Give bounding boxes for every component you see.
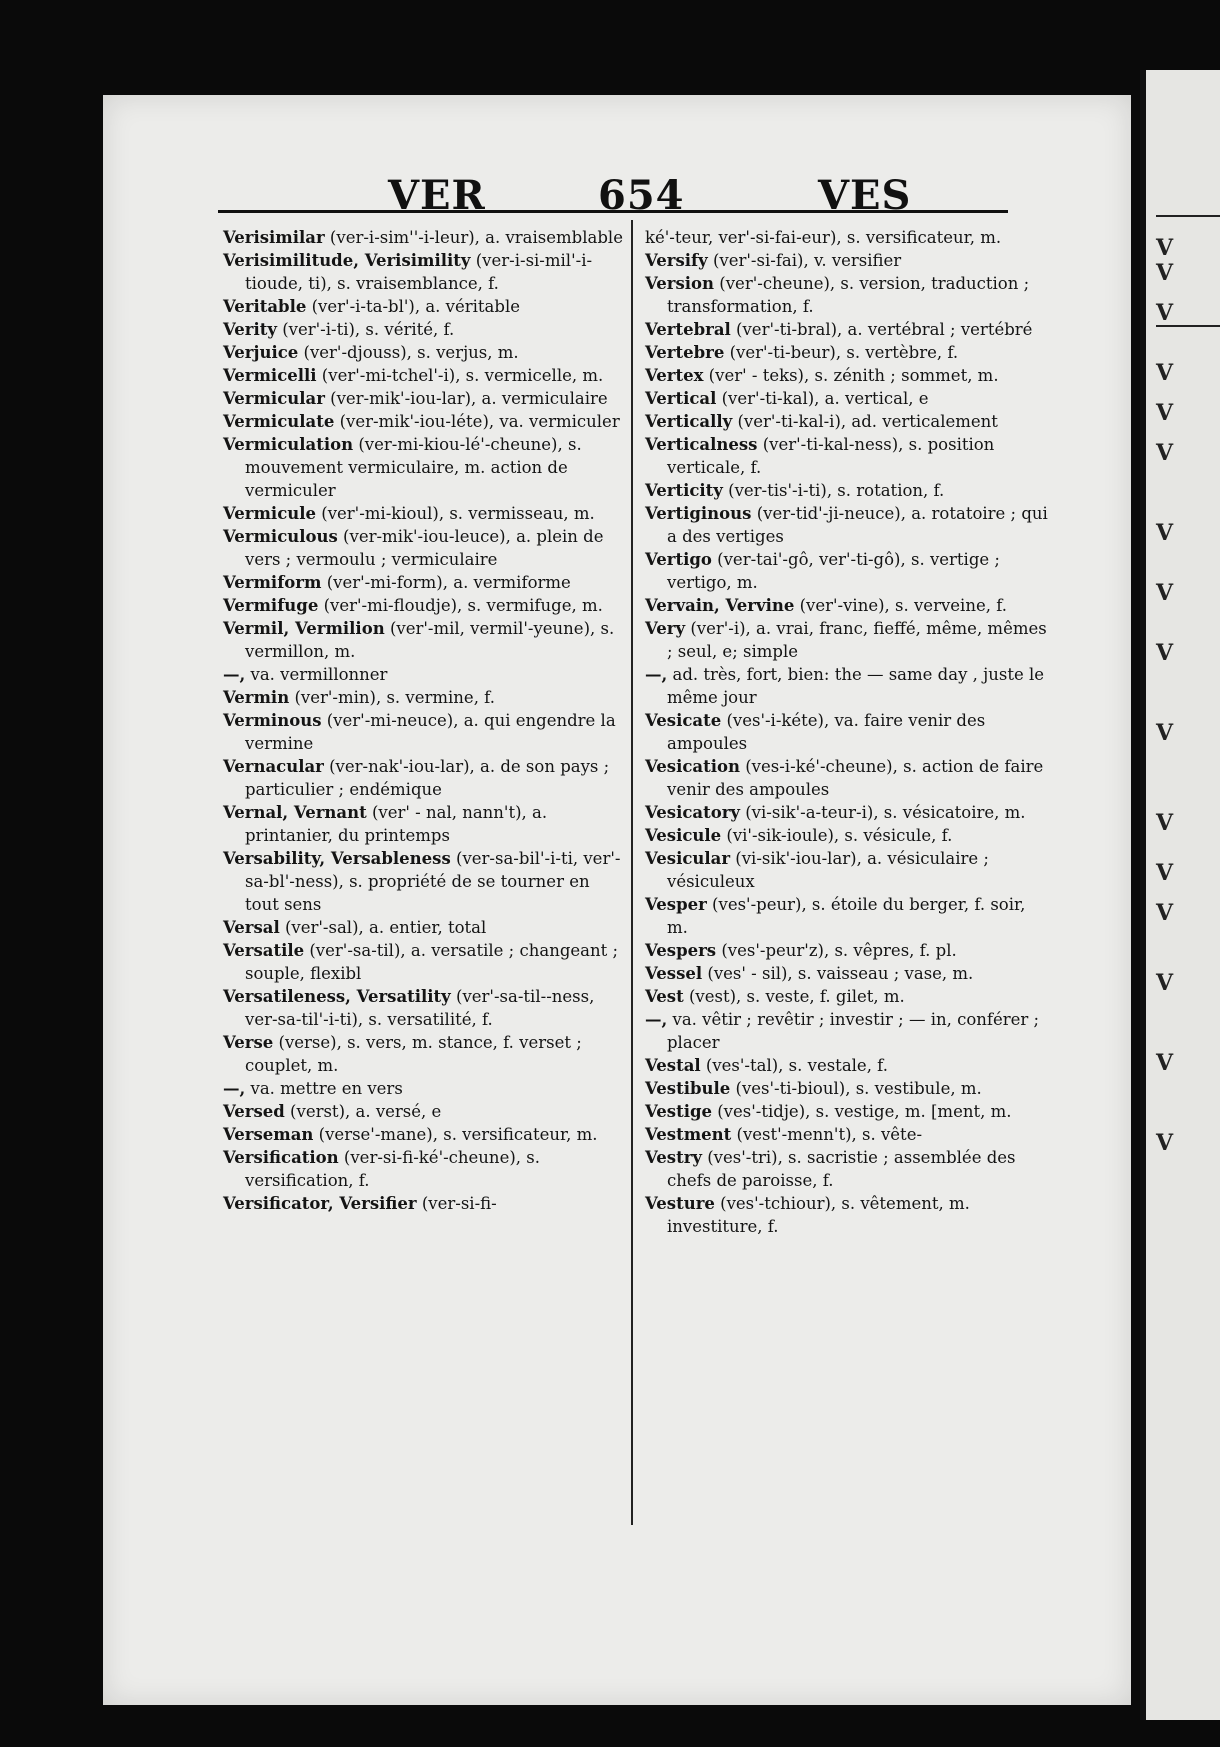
entry-definition: (ver'-min), s. vermine, f. <box>289 688 495 707</box>
entry-headword: Vertebre <box>645 343 725 362</box>
entry-headword: Vest <box>645 987 684 1006</box>
entry-headword: Vesicular <box>645 849 731 868</box>
dictionary-entry <box>223 939 628 985</box>
dictionary-entry <box>223 571 628 594</box>
entry-headword: Verse <box>223 1033 274 1052</box>
entry-headword: Versify <box>645 251 708 270</box>
entry-definition: (ver'-ti-kal-ness), s. position verticale, f. <box>667 435 995 477</box>
dictionary-entry <box>223 916 628 939</box>
dictionary-entry <box>223 985 628 1031</box>
entry-definition: (ver'-sa-til), a. versatile ; changeant ; souple, flexibl <box>245 941 619 983</box>
entry-definition: (verst), a. versé, e <box>284 1102 442 1121</box>
entry-definition: (ver'-mi-floudje), s. vermifuge, m. <box>318 596 603 615</box>
dictionary-entry <box>223 410 628 433</box>
dictionary-entry <box>223 1146 628 1192</box>
entry-headword: Vertigo <box>645 550 712 569</box>
entry-headword: Vernal, Vernant <box>223 803 367 822</box>
entry-definition: (ver-tai'-gô, ver'-ti-gô), s. vertige ; vertigo, m. <box>667 550 1000 592</box>
entry-definition: (ver'-i-ti), s. vérité, f. <box>276 320 455 339</box>
dictionary-entry <box>645 1054 1050 1077</box>
entry-definition: (ves-i-ké'-cheune), s. action de faire venir des ampoules <box>667 757 1044 799</box>
entry-definition: (ver'-cheune), s. version, traduction ; transformation, f. <box>667 274 1030 316</box>
dictionary-entry <box>645 755 1050 801</box>
adjacent-page-letter: V <box>1156 300 1174 326</box>
dictionary-entry <box>223 1031 628 1077</box>
entry-headword: Vermicular <box>223 389 325 408</box>
entry-headword: Verisimilar <box>223 228 325 247</box>
entry-definition: (ver'-ti-kal), a. vertical, e <box>716 389 929 408</box>
dictionary-entry <box>645 318 1050 341</box>
entry-definition: (verse'-mane), s. versificateur, m. <box>313 1125 598 1144</box>
entry-definition: (ver-mik'-iou-léte), va. vermiculer <box>334 412 620 431</box>
dictionary-entry <box>645 502 1050 548</box>
entry-definition: (vest), s. veste, f. gilet, m. <box>683 987 905 1006</box>
entry-headword: Versatile <box>223 941 305 960</box>
entry-definition: (ver'-djouss), s. verjus, m. <box>298 343 519 362</box>
entry-headword: —, <box>645 665 668 684</box>
adjacent-page-letter: V <box>1156 520 1174 546</box>
adjacent-page-letter: V <box>1156 860 1174 886</box>
adjacent-page-letter: V <box>1156 970 1174 996</box>
dictionary-entry <box>223 525 628 571</box>
entry-definition: (ver-mik'-iou-lar), a. vermiculaire <box>324 389 608 408</box>
dictionary-entry <box>223 364 628 387</box>
entry-definition: (ver' - nal, nann't), a. printanier, du printemps <box>245 803 548 845</box>
entry-definition: (ver'-sa-til--ness, ver-sa-til'-i-ti), s. versatilité, f. <box>245 987 595 1029</box>
entry-headword: Vermifuge <box>223 596 319 615</box>
dictionary-entry <box>645 1008 1050 1054</box>
dictionary-entry <box>645 1100 1050 1123</box>
entry-headword: Vestry <box>645 1148 702 1167</box>
adjacent-page-letter: V <box>1156 440 1174 466</box>
entry-headword: Vertically <box>645 412 733 431</box>
entry-definition: (ver'-mi-form), a. vermiforme <box>321 573 571 592</box>
dictionary-entry <box>645 1077 1050 1100</box>
dictionary-entry <box>645 617 1050 663</box>
entry-headword: Vesicate <box>645 711 722 730</box>
entry-headword: Verisimilitude, Verisimility <box>223 251 471 270</box>
entry-headword: Vesture <box>645 1194 715 1213</box>
entry-definition: (ver-mi-kiou-lé'-cheune), s. mouvement vermiculaire, m. action de vermiculer <box>245 435 582 500</box>
entry-headword: Versal <box>223 918 280 937</box>
dictionary-entry <box>223 1100 628 1123</box>
entry-headword: Vesication <box>645 757 740 776</box>
dictionary-entry <box>645 801 1050 824</box>
dictionary-entry <box>223 249 628 295</box>
entry-headword: Versed <box>223 1102 285 1121</box>
entry-definition: (ver-i-si-mil'-i-tioude, ti), s. vraisemblance, f. <box>245 251 593 293</box>
entry-headword: Very <box>645 619 686 638</box>
entry-definition: (ves'-tidje), s. vestige, m. [ment, m. <box>712 1102 1012 1121</box>
entry-headword: Vernacular <box>223 757 324 776</box>
dictionary-entry <box>223 617 628 663</box>
entry-headword: Vermil, Vermilion <box>223 619 385 638</box>
entry-headword: Vestment <box>645 1125 732 1144</box>
header-rule <box>218 210 1008 213</box>
entry-definition: (ver-nak'-iou-lar), a. de son pays ; particulier ; endémique <box>245 757 610 799</box>
entry-headword: Vermiculous <box>223 527 338 546</box>
entry-definition: (ver-i-sim''-i-leur), a. vraisemblable <box>324 228 623 247</box>
page-number: 654 <box>598 172 685 219</box>
entry-headword: Verticalness <box>645 435 758 454</box>
adjacent-page-letter: V <box>1156 260 1174 286</box>
entry-definition: (vi-sik'-iou-lar), a. vésiculaire ; vésiculeux <box>667 849 989 891</box>
entry-definition: ad. très, fort, bien: the — same day , juste le même jour <box>667 665 1045 707</box>
dictionary-entry <box>645 1192 1050 1238</box>
dictionary-entry <box>223 318 628 341</box>
dictionary-entry <box>223 847 628 916</box>
entry-headword: Vertiginous <box>645 504 752 523</box>
entry-headword: Vesicatory <box>645 803 740 822</box>
entry-headword: Verity <box>223 320 277 339</box>
dictionary-entry <box>645 249 1050 272</box>
entry-headword: —, <box>223 1079 246 1098</box>
dictionary-entry <box>645 433 1050 479</box>
dictionary-entry <box>223 387 628 410</box>
dictionary-entry <box>645 985 1050 1008</box>
dictionary-entry <box>223 433 628 502</box>
dictionary-entry <box>645 479 1050 502</box>
entry-headword: Verjuice <box>223 343 299 362</box>
dictionary-entry <box>645 410 1050 433</box>
entry-headword: Vermiculate <box>223 412 335 431</box>
entry-headword: Vermicelli <box>223 366 317 385</box>
entry-headword: —, <box>223 665 246 684</box>
dictionary-entry <box>645 272 1050 318</box>
entry-definition: (ver-sa-bil'-i-ti, ver'-sa-bl'-ness), s. propriété de se tourner en tout sens <box>245 849 621 914</box>
dictionary-entry <box>645 387 1050 410</box>
entry-definition: (ver-tid'-ji-neuce), a. rotatoire ; qui a des vertiges <box>667 504 1048 546</box>
entry-definition: (ves' - sil), s. vaisseau ; vase, m. <box>702 964 974 983</box>
dictionary-entry <box>223 709 628 755</box>
entry-definition: (ver'-ti-beur), s. vertèbre, f. <box>724 343 959 362</box>
entry-headword: Vertical <box>645 389 717 408</box>
dictionary-entry <box>645 709 1050 755</box>
entry-headword: Vestal <box>645 1056 701 1075</box>
entry-headword: Vermin <box>223 688 290 707</box>
entry-definition: (ver-si-fi- <box>416 1194 497 1213</box>
dictionary-entry <box>645 226 1050 249</box>
dictionary-entry <box>645 1146 1050 1192</box>
adjacent-page-letter: V <box>1156 720 1174 746</box>
adjacent-page-letter: V <box>1156 235 1174 261</box>
adjacent-page-letter: V <box>1156 400 1174 426</box>
entry-definition: va. vermillonner <box>245 665 388 684</box>
page-header <box>218 172 1008 230</box>
adjacent-page-letter: V <box>1156 580 1174 606</box>
dictionary-entry <box>223 663 628 686</box>
dictionary-entry <box>645 341 1050 364</box>
entry-definition: (ver'-mi-neuce), a. qui engendre la vermine <box>245 711 616 753</box>
dictionary-entry <box>223 594 628 617</box>
entry-headword: Vertex <box>645 366 704 385</box>
entry-definition: va. mettre en vers <box>245 1079 403 1098</box>
dictionary-entry <box>223 341 628 364</box>
column-divider <box>631 220 633 1525</box>
entry-definition: (ver'-vine), s. verveine, f. <box>794 596 1007 615</box>
entry-headword: Vestige <box>645 1102 712 1121</box>
entry-definition: (ver'-i-ta-bl'), a. véritable <box>306 297 520 316</box>
dictionary-entry <box>223 686 628 709</box>
entry-headword: Verseman <box>223 1125 314 1144</box>
entry-definition: (ver'-ti-bral), a. vertébral ; vertébré <box>730 320 1033 339</box>
left-column <box>223 226 628 1215</box>
entry-definition: (ver'-ti-kal-i), ad. verticalement <box>732 412 998 431</box>
dictionary-entry <box>223 801 628 847</box>
entry-headword: Vermicule <box>223 504 317 523</box>
dictionary-entry <box>645 893 1050 939</box>
entry-definition: (ves'-ti-bioul), s. vestibule, m. <box>730 1079 982 1098</box>
dictionary-entry <box>645 847 1050 893</box>
dictionary-entry <box>223 1077 628 1100</box>
dictionary-entry <box>223 226 628 249</box>
entry-definition: (ves'-tal), s. vestale, f. <box>700 1056 888 1075</box>
dictionary-entry <box>223 1192 628 1215</box>
entry-definition: (ver'-sal), a. entier, total <box>279 918 487 937</box>
adjacent-page-rule <box>1156 325 1220 327</box>
entry-headword: Vessel <box>645 964 703 983</box>
entry-headword: Vertebral <box>645 320 731 339</box>
entry-definition: (ver'-si-fai), v. versifier <box>707 251 902 270</box>
entry-headword: Verminous <box>223 711 322 730</box>
entry-definition: (ves'-peur'z), s. vêpres, f. pl. <box>716 941 957 960</box>
entry-headword: Verticity <box>645 481 723 500</box>
entry-headword: Vervain, Vervine <box>645 596 795 615</box>
entry-definition: (verse), s. vers, m. stance, f. verset ; couplet, m. <box>245 1033 582 1075</box>
entry-headword: Vespers <box>645 941 717 960</box>
dictionary-entry <box>645 962 1050 985</box>
entry-headword: —, <box>645 1010 668 1029</box>
entry-definition: (ves'-i-kéte), va. faire venir des ampoules <box>667 711 986 753</box>
header-left-guide-word: VER <box>388 172 486 219</box>
entry-definition: (ver'-mi-kioul), s. vermisseau, m. <box>316 504 595 523</box>
entry-definition: (vest'-menn't), s. vête- <box>731 1125 923 1144</box>
entry-definition: (ver-mik'-iou-leuce), a. plein de vers ; vermoulu ; vermiculaire <box>245 527 604 569</box>
adjacent-page-letter: V <box>1156 900 1174 926</box>
right-column <box>645 226 1050 1238</box>
dictionary-entry <box>223 755 628 801</box>
adjacent-page-letter: V <box>1156 1050 1174 1076</box>
entry-definition: (vi-sik'-a-teur-i), s. vésicatoire, m. <box>740 803 1026 822</box>
entry-headword: Veritable <box>223 297 307 316</box>
entry-headword: Vestibule <box>645 1079 731 1098</box>
dictionary-entry <box>645 939 1050 962</box>
dictionary-entry <box>645 548 1050 594</box>
dictionary-entry <box>223 295 628 318</box>
entry-definition: (ver'-i), a. vrai, franc, fieffé, même, mêmes ; seul, e; simple <box>667 619 1047 661</box>
entry-definition: (ves'-peur), s. étoile du berger, f. soir, m. <box>667 895 1026 937</box>
entry-definition: (vi'-sik-ioule), s. vésicule, f. <box>721 826 953 845</box>
entry-definition: va. vêtir ; revêtir ; investir ; — in, conférer ; placer <box>667 1010 1040 1052</box>
entry-headword: Versificator, Versifier <box>223 1194 417 1213</box>
entry-headword: Version <box>645 274 715 293</box>
entry-headword: Vermiculation <box>223 435 354 454</box>
entry-headword: Vesicule <box>645 826 722 845</box>
dictionary-entry <box>645 364 1050 387</box>
dictionary-entry <box>645 824 1050 847</box>
entry-headword: Versatileness, Versatility <box>223 987 451 1006</box>
entry-headword: Versability, Versableness <box>223 849 451 868</box>
entry-definition: (ver-si-fi-ké'-cheune), s. versification, f. <box>245 1148 540 1190</box>
entry-definition: ké'-teur, ver'-si-fai-eur), s. versificateur, m. <box>645 228 1002 247</box>
entry-definition: (ver'-mil, vermil'-yeune), s. vermillon, m. <box>245 619 615 661</box>
adjacent-page-letter: V <box>1156 810 1174 836</box>
entry-definition: (ves'-tri), s. sacristie ; assemblée des chefs de paroisse, f. <box>667 1148 1016 1190</box>
adjacent-page-letter: V <box>1156 640 1174 666</box>
adjacent-page-edge <box>1140 70 1220 1720</box>
dictionary-entry <box>223 502 628 525</box>
entry-definition: (ves'-tchiour), s. vêtement, m. investiture, f. <box>667 1194 970 1236</box>
entry-definition: (ver' - teks), s. zénith ; sommet, m. <box>703 366 999 385</box>
entry-headword: Versification <box>223 1148 339 1167</box>
entry-headword: Vesper <box>645 895 707 914</box>
entry-definition: (ver-tis'-i-ti), s. rotation, f. <box>722 481 945 500</box>
entry-headword: Vermiform <box>223 573 322 592</box>
adjacent-page-letter: V <box>1156 360 1174 386</box>
entry-definition: (ver'-mi-tchel'-i), s. vermicelle, m. <box>316 366 604 385</box>
dictionary-entry <box>645 663 1050 709</box>
dictionary-entry <box>645 1123 1050 1146</box>
adjacent-page-letter: V <box>1156 1130 1174 1156</box>
adjacent-page-rule <box>1156 215 1220 217</box>
dictionary-entry <box>645 594 1050 617</box>
dictionary-entry <box>223 1123 628 1146</box>
header-right-guide-word: VES <box>818 172 912 219</box>
